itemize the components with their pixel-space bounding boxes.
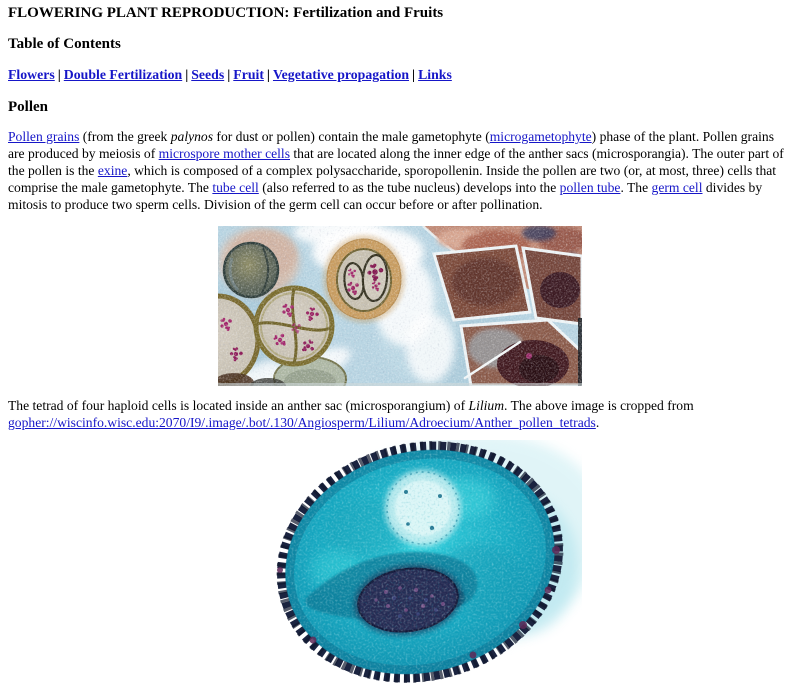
paragraph-text: . The <box>620 180 652 195</box>
toc-link-double-fertilization[interactable]: Double Fertilization <box>63 67 183 82</box>
paragraph-text: , which is composed of a complex polysaccharide, sporopollenin. Inside the pollen are two (or, at most, three) cells that comprise the male gametophyte. The <box>8 163 777 195</box>
figure-pollen-grain-micrograph <box>8 440 792 690</box>
toc-separator: | <box>227 67 231 82</box>
paragraph-text: divides by mitosis to produce two sperm cells. Division of the germ cell can occur before or after pollination. <box>8 180 763 212</box>
caption-text: . <box>595 415 600 430</box>
toc-link-vegetative-propagation[interactable]: Vegetative propagation <box>272 67 410 82</box>
toc-heading: Table of Contents <box>8 36 121 52</box>
pollen-heading: Pollen <box>8 99 48 115</box>
paragraph-text: (also referred to as the tube nucleus) develops into the <box>258 180 560 195</box>
toc-nav <box>8 67 792 83</box>
toc-separator: | <box>412 67 416 82</box>
link-pollen-grains[interactable]: Pollen grains <box>8 129 80 144</box>
pollen-grain-micrograph-image <box>218 440 582 690</box>
page-title: FLOWERING PLANT REPRODUCTION: Fertilization and Fruits <box>8 5 444 21</box>
tetrad-caption <box>8 397 792 431</box>
link-microspore-mother-cells[interactable]: microspore mother cells <box>158 146 290 161</box>
link-exine[interactable]: exine <box>97 163 128 178</box>
paragraph-text: that are located along the inner edge of the anther sacs (microsporangia). The outer part of the pollen is the <box>8 146 784 178</box>
toc-link-flowers[interactable]: Flowers <box>8 67 55 82</box>
toc-separator: | <box>57 67 61 82</box>
link-gopher-url[interactable]: gopher://wiscinfo.wisc.edu:2070/I9/.image/.bot/.130/Angiosperm/Lilium/Adroecium/Anther_pollen_tetrads <box>8 415 596 430</box>
italic-lilium: Lilium <box>468 398 505 413</box>
toc-link-links[interactable]: Links <box>418 67 452 82</box>
link-germ-cell[interactable]: germ cell <box>651 180 703 195</box>
paragraph-text: for dust or pollen) contain the male gametophyte ( <box>213 129 490 144</box>
tetrad-micrograph-image <box>218 226 582 386</box>
toc-link-seeds[interactable]: Seeds <box>191 67 225 82</box>
italic-palynos: palynos <box>170 129 214 144</box>
paragraph-text: ) phase of the plant. Pollen grains are produced by meiosis of <box>8 129 774 161</box>
toc-link-fruit[interactable]: Fruit <box>233 67 264 82</box>
pollen-paragraph <box>8 128 792 213</box>
link-tube-cell[interactable]: tube cell <box>212 180 259 195</box>
link-microgametophyte[interactable]: microgametophyte <box>489 129 592 144</box>
caption-text: . The above image is cropped from <box>504 398 694 413</box>
paragraph-text: (from the greek <box>79 129 171 144</box>
caption-text: The tetrad of four haploid cells is located inside an anther sac (microsporangium) of <box>8 398 469 413</box>
link-pollen-tube[interactable]: pollen tube <box>559 180 621 195</box>
toc-separator: | <box>185 67 189 82</box>
toc-separator: | <box>266 67 270 82</box>
figure-tetrad-micrograph <box>8 226 792 386</box>
